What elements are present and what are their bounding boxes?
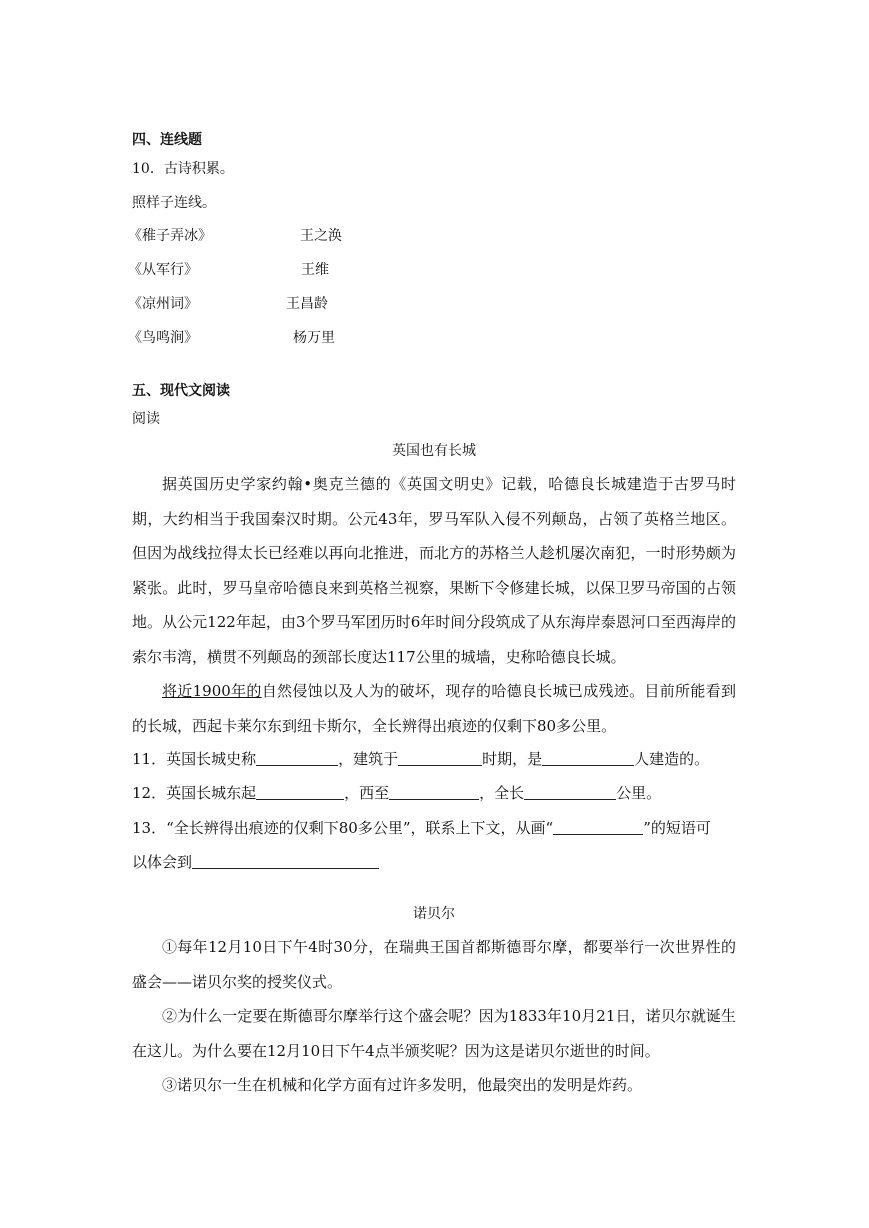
section-4-heading: 四、连线题 xyxy=(132,132,202,148)
q13-text-1: 13．“全长辨得出痕迹的仅剩下80多公里”，联系上下文，从画“ xyxy=(132,819,554,837)
q11-text-2: ，建筑于 xyxy=(338,750,399,768)
poem-title: 《从军行》 xyxy=(128,262,198,278)
q13-text-3: 以体会到 xyxy=(132,853,193,871)
q11-blank-3[interactable] xyxy=(542,751,634,766)
q12-text-4: 公里。 xyxy=(616,784,662,802)
q12-blank-3[interactable] xyxy=(524,785,616,800)
section-5-heading: 五、现代文阅读 xyxy=(132,383,230,399)
question-13-line-2 xyxy=(132,845,736,880)
matching-instruction: 照样子连线。 xyxy=(132,195,216,211)
passage-2-body xyxy=(132,930,736,1103)
poem-title: 《凉州词》 xyxy=(128,296,198,312)
q11-blank-1[interactable] xyxy=(256,751,338,766)
q12-text-3: ，全长 xyxy=(479,784,525,802)
question-12 xyxy=(132,776,736,811)
passage-1-paragraph-2 xyxy=(132,674,736,743)
q11-text-4: 人建造的。 xyxy=(634,750,710,768)
poem-author: 王维 xyxy=(301,262,329,278)
underlined-phrase: 将近1900年的 xyxy=(162,682,262,700)
q12-text-2: ，西至 xyxy=(344,784,390,802)
poem-title: 《鸟鸣涧》 xyxy=(128,330,198,346)
passage-2-paragraph-3: ③诺贝尔一生在机械和化学方面有过许多发明，他最突出的发明是炸药。 xyxy=(162,1076,643,1094)
q13-text-2: ”的短语可 xyxy=(643,819,711,837)
q11-blank-2[interactable] xyxy=(398,751,482,766)
passage-2-paragraph-2: ②为什么一定要在斯德哥尔摩举行这个盛会呢？因为1833年10月21日，诺贝尔就诞生在这儿。为什么要在12月10日下午4点半颁奖呢？因为这是诺贝尔逝世的时间。 xyxy=(132,1007,736,1060)
passage-1-paragraph-1: 据英国历史学家约翰•奥克兰德的《英国文明史》记载，哈德良长城建造于古罗马时期，大约相当于我国秦汉时期。公元43年，罗马军队入侵不列颠岛，占领了英格兰地区。但因为战线拉得太长已经难以再向北推进，而北方的苏格兰人趁机屡次南犯，一时形势颇为紧张。此时，罗马皇帝哈德良来到英格兰视察，果断下令修建长城，以保卫罗马帝国的占领地。从公元122年起，由3个罗马军团历时6年时间分段筑成了从东海岸泰恩河口至西海岸的索尔韦湾，横贯不列颠岛的颈部长度达117公里的城墙，史称哈德良长城。 xyxy=(132,475,736,666)
paragraph-2-rest: 自然侵蚀以及人为的破坏，现存的哈德良长城已成残迹。目前所能看到的长城，西起卡莱尔东到纽卡斯尔，全长辨得出痕迹的仅剩下80多公里。 xyxy=(132,682,736,735)
poem-title: 《稚子弄冰》 xyxy=(128,228,212,244)
question-11 xyxy=(132,742,736,777)
q12-blank-1[interactable] xyxy=(256,785,344,800)
q13-blank-2[interactable] xyxy=(192,854,379,869)
question-10: 10．古诗积累。 xyxy=(132,161,234,177)
read-label: 阅读 xyxy=(132,411,160,427)
q11-text-1: 11．英国长城史称 xyxy=(132,750,257,768)
q12-blank-2[interactable] xyxy=(389,785,479,800)
q12-text-1: 12．英国长城东起 xyxy=(132,784,257,802)
passage-2-paragraph-1: ①每年12月10日下午4时30分，在瑞典王国首都斯德哥尔摩，都要举行一次世界性的盛会——诺贝尔奖的授奖仪式。 xyxy=(132,938,736,991)
poem-author: 杨万里 xyxy=(293,330,335,346)
poem-author: 王昌龄 xyxy=(286,296,328,312)
question-13-line-1 xyxy=(132,811,736,846)
poem-author: 王之涣 xyxy=(300,228,342,244)
q11-text-3: 时期，是 xyxy=(482,750,543,768)
q13-blank-1[interactable] xyxy=(553,820,643,835)
passage-2-title: 诺贝尔 xyxy=(413,906,455,922)
passage-1-body xyxy=(132,467,736,743)
passage-1-title: 英国也有长城 xyxy=(392,443,476,459)
